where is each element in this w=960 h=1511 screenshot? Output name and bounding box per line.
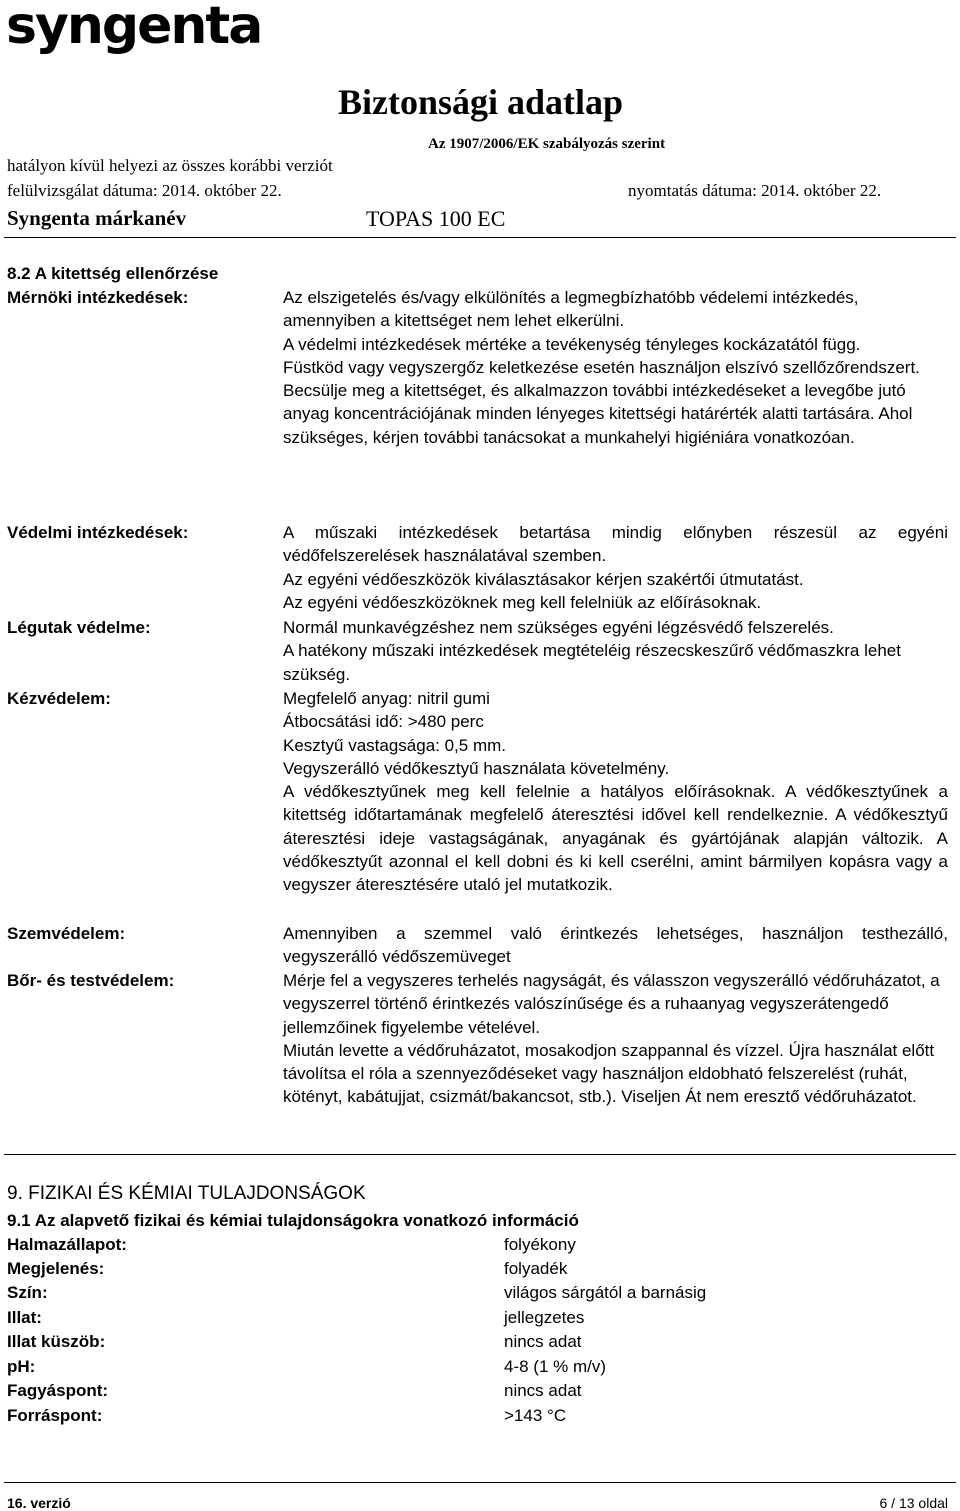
section-8-2-heading: 8.2 A kitettség ellenőrzése (7, 264, 219, 283)
property-label: Forráspont: (7, 1406, 103, 1425)
protective-line: Az egyéni védőeszközök kiválasztásakor kérjen szakértői útmutatást. (283, 569, 804, 589)
eye-label: Szemvédelem: (7, 924, 126, 943)
hand-line: Kesztyű vastagsága: 0,5 mm. (283, 735, 506, 755)
engineering-label: Mérnöki intézkedések: (7, 288, 189, 307)
brand-label: Syngenta márkanév (7, 206, 187, 230)
hand-line: Vegyszerálló védőkesztyű használata követelmény. (283, 758, 670, 778)
property-value: folyadék (504, 1259, 568, 1278)
regulation-subtitle: Az 1907/2006/EK szabályozás szerint (428, 136, 666, 152)
engineering-line: Becsülje meg a kitettséget, és alkalmazzon további intézkedéseket a levegőbe jutó anyag koncentrációjának minden lényeges kitettségi határérték alatti tartására. Ahol szükséges, kérjen további tanácsokat a munkahelyi higiéniára vonatkozóan. (283, 381, 913, 447)
property-label: Fagyáspont: (7, 1381, 109, 1400)
property-value: >143 °C (504, 1406, 567, 1425)
property-value: jellegzetes (504, 1308, 585, 1327)
protective-line: A műszaki intézkedések betartása mindig előnyben részesül az egyéni védőfelszerelések használatával szemben. (283, 523, 948, 566)
eye-line: Amennyiben a szemmel való érintkezés lehetséges, használjon testhezálló, vegyszerálló védőszemüveget (283, 924, 948, 967)
engineering-line: Füstköd vagy vegyszergőz keletkezése esetén használjon elszívó szellőzőrendszert. (283, 357, 920, 377)
property-value: nincs adat (504, 1332, 582, 1351)
property-value: világos sárgától a barnásig (504, 1283, 707, 1302)
respiratory-label: Légutak védelme: (7, 618, 151, 637)
skin-label: Bőr- és testvédelem: (7, 971, 175, 990)
property-label: Illat: (7, 1308, 42, 1327)
hand-line: A védőkesztyűnek meg kell felelnie a hatályos előírásoknak. A védőkesztyűnek a kitettség időtartamának megfelelő áteresztési idővel kell rendelkeznie. A védőkesztyű áteresztési ideje vastagságának, anyagának és gyártójának alapján változik. A védőkesztyűt azonnal el kell dobni és ki kell cserélni, amint bármilyen kopásra vagy a vegyszer áteresztésére utaló jel mutatkozik. (283, 782, 948, 895)
page-number: 6 / 13 oldal (879, 1495, 948, 1511)
revision-date: felülvizsgálat dátuma: 2014. október 22. (7, 181, 282, 200)
skin-line: Mérje fel a vegyszeres terhelés nagyságát, és válasszon vegyszerálló védőruházatot, a vegyszerrel történő érintkezés valószínűsége és a ruhaanyag vegyszerátengedő jellemzőinek figyelembe vételével. (283, 971, 940, 1037)
property-value: folyékony (504, 1235, 576, 1254)
skin-content (283, 969, 948, 1109)
footer-divider (4, 1482, 956, 1483)
property-value: 4-8 (1 % m/v) (504, 1357, 607, 1376)
hand-label: Kézvédelem: (7, 689, 111, 708)
respiratory-line: A hatékony műszaki intézkedések megtételéig részecskeszűrő védőmaszkra lehet szükség. (283, 641, 901, 684)
hand-line: Megfelelő anyag: nitril gumi (283, 689, 490, 708)
property-label: pH: (7, 1357, 36, 1376)
hand-line: Átbocsátási idő: >480 perc (283, 712, 484, 732)
section-9-heading: 9. FIZIKAI ÉS KÉMIAI TULAJDONSÁGOK (7, 1183, 366, 1204)
property-label: Illat küszöb: (7, 1332, 106, 1351)
protective-content (283, 521, 948, 614)
supersedes-note: hatályon kívül helyezi az összes korábbi verziót (7, 156, 333, 175)
section-divider (4, 1154, 956, 1155)
property-label: Megjelenés: (7, 1259, 105, 1278)
engineering-line: Az elszigetelés és/vagy elkülönítés a legmegbízhatóbb védelemi intézkedés, amennyiben a kitettséget nem lehet elkerülni. (283, 288, 859, 331)
property-label: Halmazállapot: (7, 1235, 127, 1254)
syngenta-logo: syngenta (6, 0, 262, 56)
document-title: Biztonsági adatlap (338, 82, 624, 122)
product-name: TOPAS 100 EC (366, 206, 506, 231)
engineering-content (283, 286, 948, 449)
section-9-1-heading: 9.1 Az alapvető fizikai és kémiai tulajdonságokra vonatkozó információ (7, 1211, 579, 1230)
hand-content (283, 687, 948, 897)
eye-content (283, 922, 948, 969)
respiratory-content (283, 616, 948, 686)
engineering-line: A védelmi intézkedések mértéke a tevékenység tényleges kockázatától függ. (283, 334, 861, 354)
property-value: nincs adat (504, 1381, 582, 1400)
respiratory-line: Normál munkavégzéshez nem szükséges egyéni légzésvédő felszerelés. (283, 618, 834, 637)
print-date: nyomtatás dátuma: 2014. október 22. (628, 181, 882, 200)
version-label: 16. verzió (7, 1495, 71, 1511)
property-label: Szín: (7, 1283, 48, 1302)
header-divider (4, 237, 956, 238)
skin-line: Miután levette a védőruházatot, mosakodjon szappannal és vízzel. Újra használat előtt távolítsa el róla a szennyeződéseket vagy használjon eldobható felszerelést (ruhát, kötényt, kabátujjat, csizmát/bakancsot, stb.). Viseljen Át nem eresztő védőruházatot. (283, 1040, 935, 1107)
protective-line: Az egyéni védőeszközöknek meg kell felelniük az előírásoknak. (283, 592, 762, 612)
protective-label: Védelmi intézkedések: (7, 523, 189, 542)
